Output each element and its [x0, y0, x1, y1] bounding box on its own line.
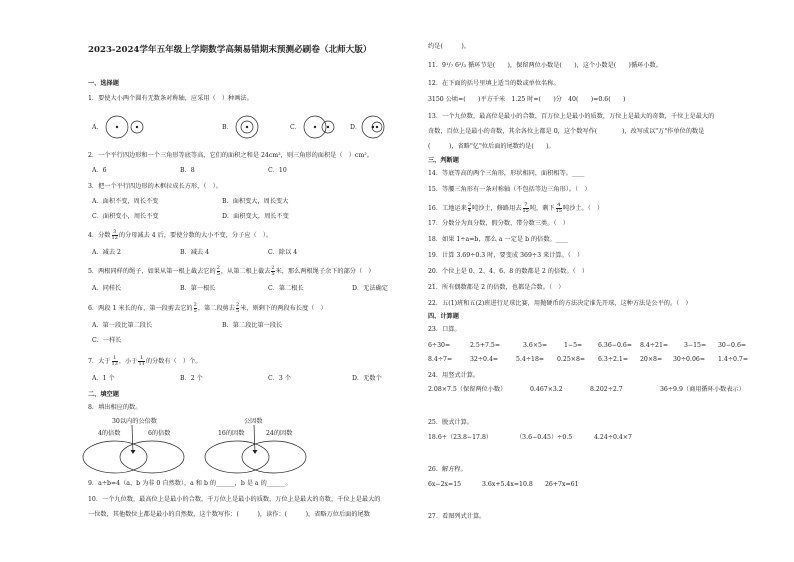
question-26: 26．解方程。	[428, 466, 467, 473]
q4-option-b: B．减去 4	[180, 249, 210, 256]
q2-option-b: B．8	[180, 167, 195, 174]
question-17: 17．分数分为真分数、假分数、带分数三类。（ ）	[428, 220, 569, 227]
fraction-denominator: 5	[271, 271, 275, 277]
question-12-items: 3150 公顷=( )平方千米 1.25 时=( )分 40( )=0.6( )	[428, 96, 626, 103]
q5-text-a: 5．两根同样的绳子，如果从第一根上截去它的	[88, 268, 216, 275]
q6-option-c: C．一样长	[92, 337, 122, 344]
fraction-numerator: 2	[271, 265, 275, 271]
q5-text-c: 米，那么两根绳子余下的部分（ ）	[275, 268, 375, 275]
q7-option-d: D．无数个	[352, 375, 382, 382]
mental-item: 30−0.6=	[718, 342, 747, 349]
question-24: 24．用竖式计算。	[428, 372, 480, 379]
q5-option-a: A．同样长	[92, 285, 122, 292]
q16-text-a: 16．工地运来	[428, 205, 467, 212]
question-12: 12．在下面的括号里填上适当的数或单位名称。	[428, 80, 560, 87]
fraction	[112, 356, 118, 367]
question-3: 3．把一个平行四边形的木框拉成长方形，（ ）。	[88, 183, 222, 190]
venn1-right-label: 6的倍数	[148, 430, 171, 437]
q16-text-c: 吨，剩下	[529, 205, 555, 212]
fraction-numerator: 3	[113, 229, 117, 235]
question-14: 14．等底等高的两个三角形，形状相同，面积相等。____	[428, 170, 585, 177]
fraction	[138, 356, 144, 367]
question-1: 1．要使大小两个圆有无数条对称轴，应采用（ ）种画法。	[88, 95, 253, 102]
q6-text-b: ，第二段剪去	[197, 305, 235, 312]
venn1-left-label: 4的倍数	[98, 430, 121, 437]
mental-item: 20×8=	[640, 356, 663, 363]
fraction-denominator: 4	[467, 208, 471, 214]
mental-item: 8.4÷21=	[640, 342, 669, 349]
venn2-right-label: 24的因数	[266, 430, 293, 437]
question-7	[88, 356, 202, 367]
mental-item: 5.4÷18=	[516, 356, 545, 363]
fraction	[236, 303, 239, 314]
mental-item: 1−5=	[564, 342, 583, 349]
stepwise-item: （3.6−0.45）÷0.5	[516, 434, 573, 441]
fraction-denominator: 15	[555, 208, 562, 214]
q5-option-d: D．无法确定	[352, 285, 388, 292]
question-13-line1: 13．一个九位数，最高位是最小的合数，百万位上是最小的质数，万位上是最大的奇数，千位上是最大的	[428, 113, 715, 120]
question-10-line1: 10．一个九位数，最高位上是最小的合数，千万位上是最小的质数，万位上是最大的奇数，千位上是最大的	[88, 496, 381, 503]
fraction-numerator: 2	[216, 265, 220, 271]
equation-item: 26+7x=61	[545, 481, 579, 488]
q3-option-c: C．面积变小，周长不变	[92, 213, 159, 220]
question-13-line3: ( )，省略"亿"位后面的尾数约是( )。	[428, 143, 555, 150]
q1-option-b-figure	[234, 114, 274, 140]
vertical-item: 2.08×7.5（保留两位小数）	[428, 386, 507, 393]
fraction-numerator: 1	[113, 355, 117, 361]
q16-text-d: 吨沙土。（ ）	[563, 205, 604, 212]
q6-text-c: 米，则剩下的两段布长度（ ）	[240, 305, 327, 312]
q3-option-b: B．面积变大，周长变大	[222, 198, 289, 205]
q4-option-a: A．减去 2	[92, 249, 121, 256]
question-19: 19．计算 3.69÷0.3 时，要变成 369÷3 来计算。（ ）	[428, 252, 584, 259]
fraction-denominator: 5	[193, 308, 197, 314]
q1-option-c-figure	[302, 114, 342, 140]
mental-item: 6÷30=	[428, 342, 451, 349]
fraction-numerator: 3	[467, 202, 471, 208]
question-21: 21．所有偶数都是 2 的倍数，也都是合数。（ ）	[428, 284, 565, 291]
q1-option-a-label: A．	[92, 124, 103, 131]
q3-option-d: D．面积变大，周长不变	[222, 213, 289, 220]
q7-option-a: A．1 个	[92, 375, 115, 382]
q7-text-c: 的分数有（ ）个。	[145, 358, 202, 365]
q6-option-a: A．第一段比第二段长	[92, 322, 153, 329]
fraction-numerator: 2	[193, 302, 197, 308]
venn-diagram-2	[202, 425, 312, 480]
question-22: 22．五(1)班和五(2)班进行足球比赛，用抛硬币的方法决定谁先开球，这种方法是公平的。（ ）	[428, 300, 692, 307]
question-10-line2: 一位数，其他数位上都是最小的自然数，这个数写作：( )，读作：( )，省略万位后面的尾数	[88, 511, 370, 518]
vertical-item: 8.202÷2.7	[590, 386, 623, 393]
fraction-denominator: 5	[235, 308, 240, 314]
q6-option-b: B．第二段比第一段长	[222, 322, 283, 329]
equation-item: 3.6x+5.4x=10.8	[482, 481, 533, 488]
question-10-line3: 约是( )。	[428, 43, 470, 50]
fraction-numerator: 2	[235, 302, 240, 308]
q1-option-d-label: D．	[350, 124, 362, 131]
section-fill-heading: 二、填空题	[88, 391, 119, 398]
q7-option-c: C．3 个	[268, 375, 292, 382]
section-calc-heading: 四、计算题	[428, 313, 459, 320]
q4-option-c: C．除以 4	[268, 249, 298, 256]
q1-option-d-figure	[360, 114, 400, 140]
venn-diagram-1	[80, 425, 190, 480]
q7-text-b: ，小于	[118, 358, 138, 365]
question-5	[88, 266, 375, 277]
fraction-denominator: 13	[111, 361, 118, 367]
fraction-numerator: 1	[140, 355, 144, 361]
q3-option-a: A．面积不变，周长不变	[92, 198, 159, 205]
equation-item: 6x−2x=15	[428, 481, 462, 488]
question-25: 25．脱式计算。	[428, 419, 473, 426]
fraction-numerator: 4	[557, 202, 561, 208]
stepwise-item: 4.24÷0.4×7	[594, 434, 632, 441]
section-judge-heading: 三、判断题	[428, 157, 459, 164]
mental-item: 8.4÷7=	[428, 356, 453, 363]
fraction	[112, 230, 118, 241]
mental-item: 0.25×8=	[557, 356, 586, 363]
question-8: 8．填出相应的数。	[88, 404, 142, 411]
question-11: 11．9¹/₇ 6²/₃ 循环节是( )，保留两位小数是( )，这个小数是( )循环小数。	[428, 62, 662, 69]
question-9: 9．a÷b=4（a、b 为非 0 自然数），a 和 b 的______，b 是 a 的______。	[88, 480, 292, 487]
fraction-denominator: 11	[138, 361, 145, 367]
question-18: 18．如果 1÷a=b，那么 a 一定是 b 的倍数。____	[428, 236, 569, 243]
vertical-item: 0.467×3.2	[530, 386, 563, 393]
q5-option-b: B．第一根长	[180, 285, 216, 292]
question-13-line2: 奇数，百位上是最小的奇数，其余各位上都是 0，这个数写作( )，改写成以"万"作单位的数是	[428, 128, 705, 135]
question-16	[428, 203, 603, 214]
fraction	[556, 203, 562, 214]
question-23: 23．口算。	[428, 326, 461, 333]
fraction-denominator: 12	[111, 235, 118, 241]
fraction-numerator: 7	[524, 202, 528, 208]
vertical-item: 36÷9.9（商用循环小数表示）	[660, 386, 745, 393]
q2-option-c: C．10	[268, 167, 287, 174]
question-20: 20．个位上是 0、2、4、6、8 的数都是 2 的倍数。（ ）	[428, 268, 589, 275]
mental-item: 30÷0.06=	[673, 356, 706, 363]
q4-text-b: 的分母减去 4 后，要使分数的大小不变，分子应（ ）。	[118, 232, 273, 239]
fraction	[523, 203, 529, 214]
section-choice-heading: 一、选择题	[88, 80, 119, 87]
question-15: 15．等腰三角形有一条对称轴（不包括等边三角形）。（ ）	[428, 186, 591, 193]
fraction	[217, 266, 220, 277]
fraction-denominator: 5	[216, 271, 220, 277]
q4-text-a: 4．分数	[88, 232, 111, 239]
question-2: 2．一个平行四边形和一个三角形等底等高，它们的面积之和是 24cm²，则三角形的面积是（ ）cm²。	[88, 152, 373, 159]
venn1-top-label: 30以内的公倍数	[112, 418, 157, 425]
fraction	[468, 203, 471, 214]
q1-option-b-label: B．	[222, 124, 233, 131]
mental-item: 2.5+7.5=	[470, 342, 501, 349]
q5-option-c: C．第二根长	[268, 285, 304, 292]
venn2-top-label: 公因数	[244, 418, 263, 425]
q1-option-a-figure	[104, 114, 152, 140]
mental-item: 3.6×5=	[523, 342, 548, 349]
stepwise-item: 18.6÷（23.8−17.8）	[428, 434, 493, 441]
q16-text-b: 吨沙土，修路用去	[472, 205, 522, 212]
q7-option-b: B．2 个	[180, 375, 203, 382]
mental-item: 6.36−0.6=	[598, 342, 632, 349]
mental-item: 3−15=	[684, 342, 707, 349]
q1-option-c-label: C．	[290, 124, 301, 131]
venn2-left-label: 16的因数	[218, 430, 245, 437]
fraction-denominator: 15	[522, 208, 529, 214]
q2-option-a: A．6	[92, 167, 107, 174]
q7-text-a: 7．大于	[88, 358, 111, 365]
question-6	[88, 303, 327, 314]
fraction	[194, 303, 197, 314]
mental-item: 32÷0.4=	[470, 356, 499, 363]
mental-item: 1.4÷0.7=	[718, 356, 749, 363]
q6-text-a: 6．两段 1 米长的布，第一段剪去它的	[88, 305, 193, 312]
question-27: 27．看图列式计算。	[428, 513, 486, 520]
page-title: 2023-2024学年五年级上学期数学高频易错期末预测必刷卷（北师大版）	[88, 45, 372, 55]
mental-item: 6.3÷2.1=	[598, 356, 629, 363]
question-4	[88, 230, 272, 241]
fraction	[271, 266, 274, 277]
q5-text-b: ，从第二根上截去	[220, 268, 271, 275]
